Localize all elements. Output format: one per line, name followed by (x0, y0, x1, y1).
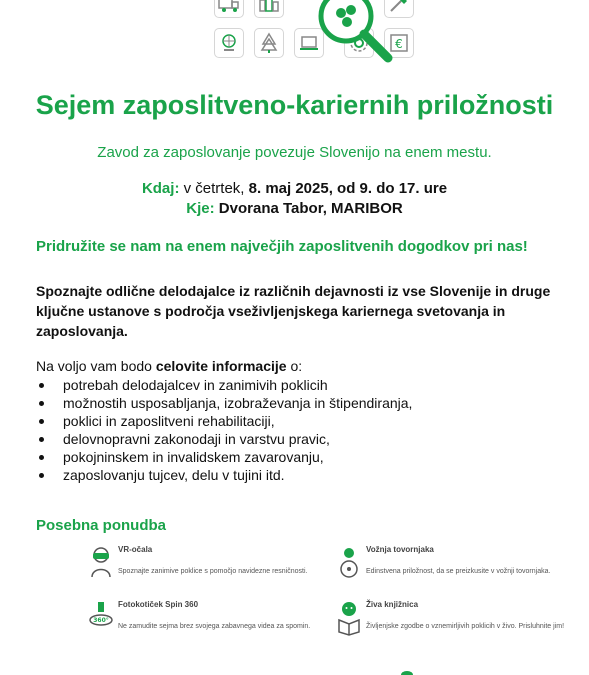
offer-desc: Ne zamudite sejma brez svojega zabavnega videa za spomin. (118, 623, 311, 630)
info-lead (36, 358, 302, 374)
tree-icon (254, 28, 284, 58)
offer-desc: Življenjske zgodbe o vznemirljivih poklicih v živo. Prisluhnite jim! (366, 623, 565, 630)
living-library-icon (336, 600, 362, 636)
offer-title: Živa knjižnica (366, 600, 419, 609)
info-lead-suffix: o: (290, 358, 303, 374)
svg-text:360°: 360° (93, 617, 109, 624)
list-item: poklici in zaposlitveni rehabilitaciji, (36, 412, 412, 430)
offer-title: VR-očala (118, 545, 153, 554)
intro-paragraph: Spoznajte odlične delodajalce iz različnih dejavnosti iz vse Slovenije in druge ključne ustanove s področja vseživljenjskega kariernega svetovanja in zaposlovanja. (36, 283, 551, 339)
svg-text:€: € (395, 37, 403, 51)
offer-living-library (336, 600, 576, 644)
offer-desc: Edinstvena priložnost, da se preizkusite v vožnji tovornjaka. (366, 568, 551, 575)
info-lead-bold: celovite informacije (155, 358, 287, 374)
when-label: Kdaj: (141, 180, 180, 197)
magnifier-logo-icon (310, 0, 402, 72)
where-label: Kje: (186, 200, 215, 217)
list-item: potrebah delodajalcev in zanimivih poklicih (36, 376, 412, 394)
offer-truck-driving (336, 545, 576, 589)
offer-desc: Spoznajte zanimive poklice s pomočjo navidezne resničnosti. (118, 568, 308, 575)
truck-driver-icon (336, 545, 362, 581)
event-where (0, 200, 589, 217)
event-when (0, 180, 589, 197)
truck-icon (214, 0, 244, 18)
list-item: pokojninskem in invalidskem zavarovanju, (36, 448, 412, 466)
list-item: delovnopravni zakonodaji in varstvu pravic, (36, 430, 412, 448)
special-offer-heading: Posebna ponudba (36, 517, 167, 534)
vr-headset-icon (88, 545, 114, 581)
when-prefix: v četrtek, (183, 180, 245, 197)
info-lead-prefix: Na voljo vam bodo (36, 358, 152, 374)
leaf-icon (400, 668, 414, 675)
offer-title: Vožnja tovornjaka (366, 545, 434, 554)
where-value: Dvorana Tabor, MARIBOR (218, 200, 403, 217)
spin-360-icon (88, 600, 114, 636)
page-title: Sejem zaposlitveno-kariernih priložnosti (35, 90, 554, 120)
globe-icon (214, 28, 244, 58)
offer-title: Fotokotiček Spin 360 (118, 600, 199, 609)
subtitle: Zavod za zaposlovanje povezuje Slovenijo na enem mestu. (97, 144, 492, 161)
info-list (36, 376, 412, 484)
city-icon (254, 0, 284, 18)
list-item: zaposlovanju tujcev, delu v tujini itd. (36, 466, 412, 484)
offer-vr-glasses (88, 545, 328, 589)
offer-spin-360 (88, 600, 328, 644)
list-item: možnostih usposabljanja, izobraževanja in štipendiranja, (36, 394, 412, 412)
invite-heading: Pridružite se nam na enem največjih zaposlitvenih dogodkov pri nas! (36, 238, 528, 255)
hero-icon-grid (210, 0, 410, 72)
when-value: 8. maj 2025, od 9. do 17. ure (248, 180, 448, 197)
